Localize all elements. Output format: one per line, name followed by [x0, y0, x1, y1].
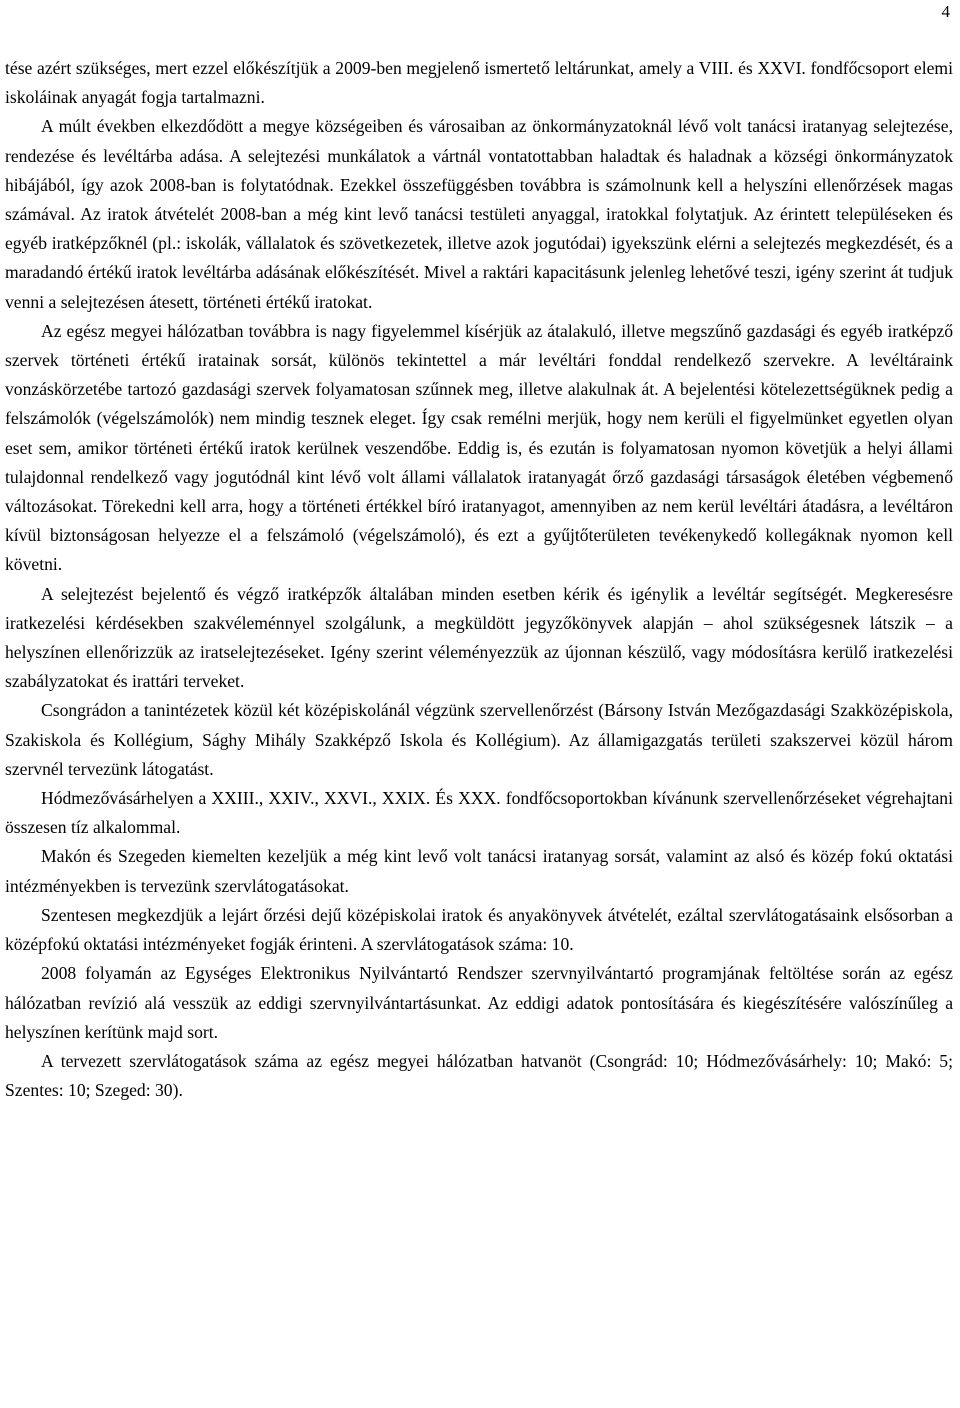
paragraph: Makón és Szegeden kiemelten kezeljük a még kint levő volt tanácsi iratanyag sorsát, valamint az alsó és közép fokú oktatási intézményekben is tervezünk szervlátogatásokat.	[5, 846, 953, 896]
page-number: 4	[941, 2, 950, 21]
body-text	[5, 54, 953, 1105]
paragraph: Hódmezővásárhelyen a XXIII., XXIV., XXVI., XXIX. És XXX. fondfőcsoportokban kívánunk szervellenőrzéseket végrehajtani összesen tíz alkalommal.	[5, 788, 953, 838]
paragraph: 2008 folyamán az Egységes Elektronikus Nyilvántartó Rendszer szervnyilvántartó programjának feltöltése során az egész hálózatban revízió alá vesszük az eddigi szervnyilvántartásunkat. Az eddigi adatok pontosítására és kiegészítésére valószínűleg a helyszínen kerítünk majd sort.	[5, 963, 953, 1042]
paragraph: Csongrádon a tanintézetek közül két középiskolánál végzünk szervellenőrzést (Bársony István Mezőgazdasági Szakközépiskola, Szakiskola és Kollégium, Sághy Mihály Szakképző Iskola és Kollégium). Az államigazgatás területi szakszervei közül három szervnél tervezünk látogatást.	[5, 700, 953, 779]
paragraph: Szentesen megkezdjük a lejárt őrzési dejű középiskolai iratok és anyakönyvek átvételét, ezáltal szervlátogatásaink elsősorban a középfokú oktatási intézményeket fogják érinteni. A szervlátogatások száma: 10.	[5, 904, 953, 955]
paragraph: tése azért szükséges, mert ezzel előkészítjük a 2009-ben megjelenő ismertető leltárunkat, amely a VIII. és XXVI. fondfőcsoport elemi iskoláinak anyagát fogja tartalmazni.	[5, 58, 953, 108]
paragraph: A múlt években elkezdődött a megye községeiben és városaiban az önkormányzatoknál lévő volt tanácsi iratanyag selejtezése, rendezése és levéltárba adása. A selejtezési munkálatok a vártnál vontatottabban haladtak és haladnak a községi önkormányzatok hibájából, így azok 2008-ban is folytatódnak. Ezekkel összefüggésben továbbra is számolnunk kell a helyszíni ellenőrzések magas számával. Az iratok átvételét 2008-ban a még kint levő tanácsi testületi anyaggal, iratokkal folytatjuk. Az érintett településeken és egyéb iratképzőknél (pl.: iskolák, vállalatok és szövetkezetek, illetve azok jogutódai) igyekszünk elérni a selejtezés megkezdését, és a maradandó értékű iratok levéltárba adásának előkészítését. Mivel a raktári kapacitásunk jelenleg lehetővé teszi, igény szerint át tudjuk venni a selejtezésen átesett, történeti értékű iratokat.	[5, 116, 953, 312]
paragraph: Az egész megyei hálózatban továbbra is nagy figyelemmel kísérjük az átalakuló, illetve megszűnő gazdasági és egyéb iratképző szervek történeti értékű iratainak sorsát, különös tekintettel a már levéltári fonddal rendelkező szervekre. A levéltáraink vonzáskörzetébe tartozó gazdasági szervek folyamatosan szűnnek meg, illetve alakulnak át. A bejelentési kötelezettségüknek pedig a felszámolók (végelszámolók) nem mindig tesznek eleget. Így csak remélni merjük, hogy nem kerüli el figyelmünket egyetlen olyan eset sem, amikor történeti értékű iratok kerülnek veszendőbe. Eddig is, és ezután is folyamatosan nyomon követjük a helyi állami tulajdonnal rendelkező vagy jogutódnál kint lévő volt állami vállalatok iratanyagát őrző gazdasági társaságok életében végbemenő változásokat. Törekedni kell arra, hogy a történeti értékkel bíró iratanyagot, amennyiben az nem kerül levéltári átadásra, a levéltáron kívül biztonságosan helyezze el a felszámoló (végelszámoló), és ezt a gyűjtőterületen tevékenykedő kollegáknak nyomon kell követni.	[5, 320, 953, 575]
paragraph: A selejtezést bejelentő és végző iratképzők általában minden esetben kérik és igénylik a levéltár segítségét. Megkeresésre iratkezelési kérdésekben szakvéleménnyel szolgálunk, a megküldött jegyzőkönyvek alapján – ahol szükségesnek látszik – a helyszínen ellenőrizzük az iratselejtezéseket. Igény szerint véleményezzük az újonnan készülő, vagy módosításra kerülő iratkezelési szabályzatokat és irattári terveket.	[5, 583, 953, 692]
paragraph: A tervezett szervlátogatások száma az egész megyei hálózatban hatvanöt (Csongrád: 10; Hódmezővásárhely: 10; Makó: 5; Szentes: 10; Szeged: 30).	[5, 1050, 953, 1101]
